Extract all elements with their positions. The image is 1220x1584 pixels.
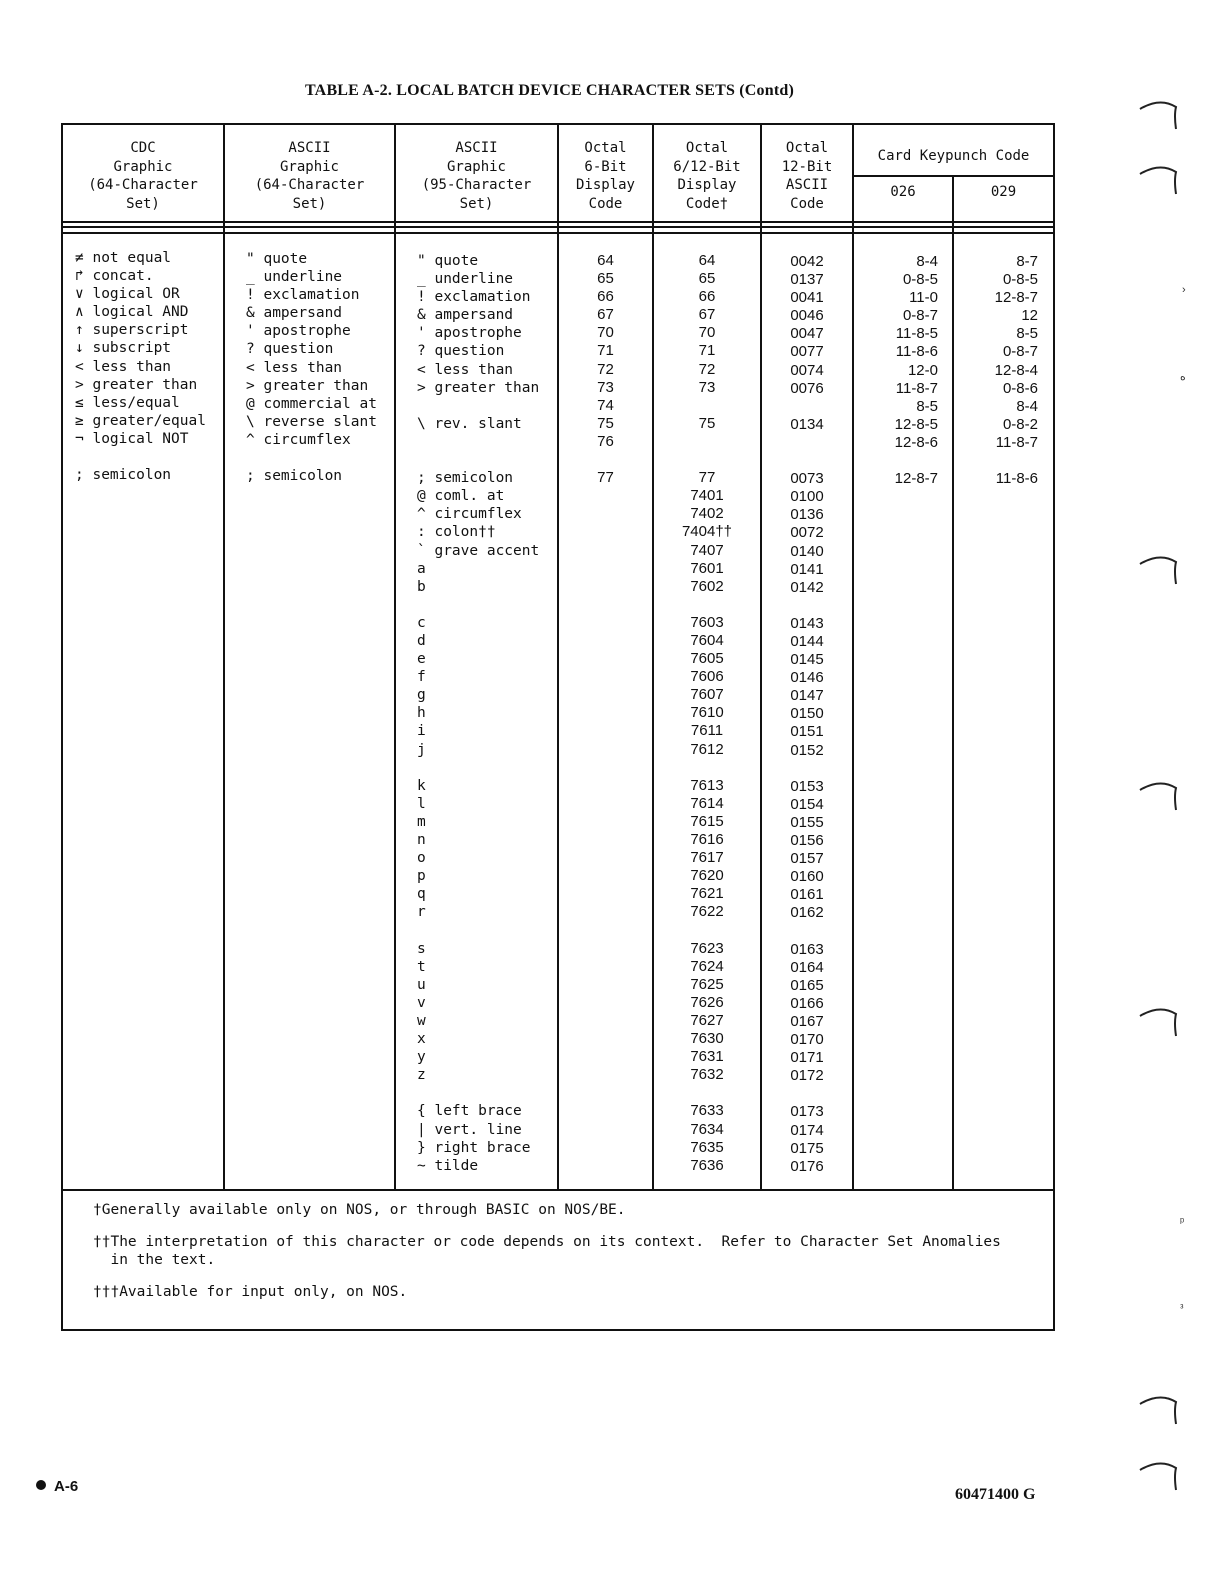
footnotes bbox=[93, 1201, 1043, 1315]
footnote-2: ††The interpretation of this character or code depends on its context. Refer to Character Set Anomalies in the text. bbox=[93, 1234, 1001, 1268]
scan-speck-icon: ه bbox=[1180, 371, 1186, 383]
footnote-3: †††Available for input only, on NOS. bbox=[93, 1284, 408, 1300]
card-header-rule bbox=[854, 175, 1053, 177]
octal-6-12bit-column: 64 65 66 67 70 71 72 73 75 77 7401 7402 7404†† 7407 7601 7602 7603 7604 7605 7606 7607 7610 7611 7612 7613 7614 7615 7616 7617 7620 7621 7622 7623 7624 7625 7626 7627 7630 7631 7632 7633 7634 7635 7636 bbox=[681, 252, 733, 1174]
cdc-graphic-column: ≠ not equal ↱ concat. ∨ logical OR ∧ logical AND ↑ superscript ↓ subscript < less than > greater than ≤ less/equal ≥ greater/equal ¬ logical NOT ; semicolon bbox=[75, 250, 206, 484]
table-title: TABLE A-2. LOCAL BATCH DEVICE CHARACTER SETS (Contd) bbox=[305, 82, 795, 99]
binder-hole-icon bbox=[1138, 160, 1180, 200]
header-octal-12bit: Octal 12-Bit ASCII Code bbox=[781, 140, 833, 212]
scan-speck-icon: ᵌ bbox=[1180, 1302, 1184, 1314]
binder-hole-icon bbox=[1138, 95, 1180, 135]
header-rule bbox=[63, 226, 1053, 228]
header-octal-6-12bit: Octal 6/12-Bit Display Code† bbox=[673, 140, 741, 212]
keypunch-029-column: 8-7 0-8-5 12-8-7 12 8-5 0-8-7 12-8-4 0-8-6 8-4 0-8-2 11-8-7 11-8-6 bbox=[994, 253, 1038, 488]
header-card-keypunch: Card Keypunch Code bbox=[877, 148, 1030, 164]
octal-12bit-column: 0042 0137 0041 0046 0047 0077 0074 0076 0134 0073 0100 0136 0072 0140 0141 0142 0143 0144 0145 0146 0147 0150 0151 0152 0153 0154 0155 0156 0157 0160 0161 0162 0163 0164 0165 0166 0167 0170 0171 0172 0173 0174 0175 0176 bbox=[790, 253, 824, 1175]
page-number bbox=[36, 1478, 78, 1495]
header-octal-6bit: Octal 6-Bit Display Code bbox=[575, 140, 635, 212]
bullet-icon bbox=[36, 1480, 46, 1490]
binder-hole-icon bbox=[1138, 1002, 1180, 1042]
column-divider bbox=[223, 125, 225, 1191]
ascii64-graphic-column: " quote _ underline ! exclamation & ampersand ' apostrophe ? question < less than > greater than @ commercial at \ reverse slant ^ circumflex ; semicolon bbox=[246, 251, 377, 485]
keypunch-026-column: 8-4 0-8-5 11-0 0-8-7 11-8-5 11-8-6 12-0 11-8-7 8-5 12-8-5 12-8-6 12-8-7 bbox=[894, 253, 938, 488]
header-029: 029 bbox=[990, 184, 1017, 200]
header-ascii-64: ASCII Graphic (64-Character Set) bbox=[254, 140, 365, 212]
scan-speck-icon: ᵖ bbox=[1180, 1216, 1185, 1228]
binder-hole-icon bbox=[1138, 776, 1180, 816]
scan-speck-icon: › bbox=[1182, 284, 1186, 296]
header-ascii-95: ASCII Graphic (95-Character Set) bbox=[421, 140, 532, 212]
header-rule bbox=[63, 232, 1053, 234]
binder-hole-icon bbox=[1138, 550, 1180, 590]
binder-hole-icon bbox=[1138, 1390, 1180, 1430]
binder-hole-icon bbox=[1138, 1456, 1180, 1496]
header-rule bbox=[63, 221, 1053, 223]
ascii95-graphic-column: " quote _ underline ! exclamation & ampersand ' apostrophe ? question < less than > greater than \ rev. slant ; semicolon @ coml. at ^ circumflex : colon†† ` grave accent a b c d e f g h i j k l m n o p q r s t u v w x y z { left brace | vert. line } right brace ~ tilde bbox=[417, 253, 540, 1174]
header-026: 026 bbox=[890, 184, 916, 200]
table-body-bottom-rule bbox=[63, 1189, 1053, 1191]
character-set-table bbox=[61, 123, 1055, 1331]
header-cdc-graphic: CDC Graphic (64-Character Set) bbox=[88, 140, 198, 212]
footnote-1: †Generally available only on NOS, or through BASIC on NOS/BE. bbox=[93, 1202, 626, 1218]
octal-6bit-column: 64 65 66 67 70 71 72 73 74 75 76 77 bbox=[597, 252, 614, 487]
document-number: 60471400 G bbox=[955, 1486, 1036, 1503]
column-divider bbox=[394, 125, 396, 1191]
page-number-label: A-6 bbox=[54, 1478, 79, 1495]
